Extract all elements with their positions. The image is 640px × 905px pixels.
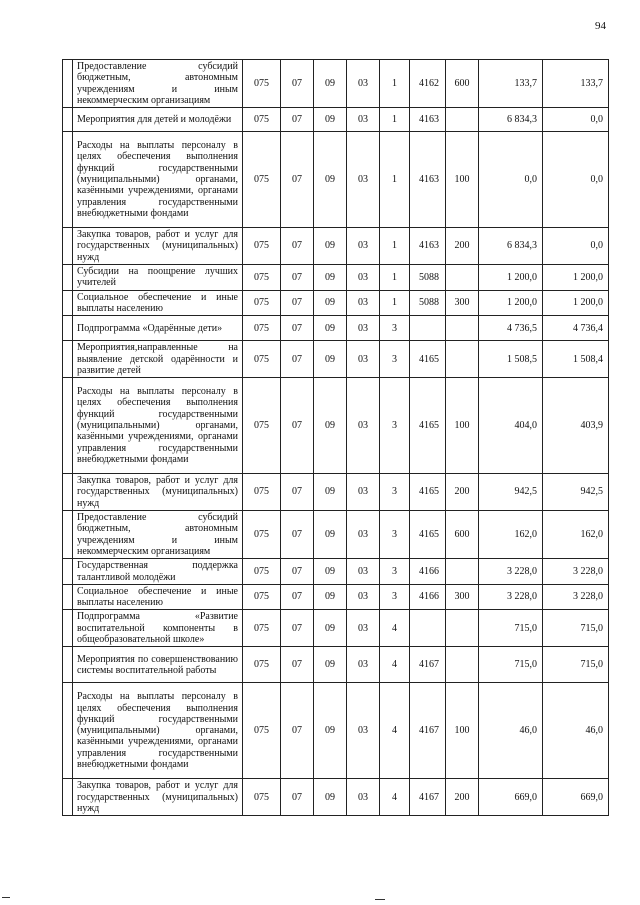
cell-margin (63, 610, 73, 647)
cell-expense-type: 300 (446, 290, 479, 316)
cell-margin (63, 228, 73, 265)
table-row (63, 60, 609, 108)
cell-subprogram: 4 (380, 683, 410, 779)
cell-target-code: 4163 (410, 108, 446, 132)
cell-sum-actual: 162,0 (543, 511, 609, 559)
cell-subprogram: 3 (380, 316, 410, 341)
cell-name: Социальное обеспечение и иные выплаты населению (73, 584, 243, 610)
cell-section: 07 (281, 559, 314, 585)
cell-target-code: 4167 (410, 779, 446, 816)
cell-ved: 075 (243, 584, 281, 610)
cell-section: 07 (281, 60, 314, 108)
cell-expense-type: 200 (446, 228, 479, 265)
cell-expense-type (446, 316, 479, 341)
table-body (63, 60, 609, 816)
cell-subprogram: 1 (380, 132, 410, 228)
cell-margin (63, 683, 73, 779)
cell-program: 03 (347, 584, 380, 610)
cell-program: 03 (347, 647, 380, 683)
cell-name: Закупка товаров, работ и услуг для государственных (муниципальных) нужд (73, 779, 243, 816)
cell-expense-type: 600 (446, 60, 479, 108)
cell-expense-type: 300 (446, 584, 479, 610)
cell-expense-type: 100 (446, 683, 479, 779)
cell-target-code: 5088 (410, 265, 446, 291)
cell-program: 03 (347, 265, 380, 291)
cell-sum-plan: 46,0 (479, 683, 543, 779)
cell-expense-type: 100 (446, 378, 479, 474)
cell-name: Государственная поддержка талантливой молодёжи (73, 559, 243, 585)
table-row (63, 559, 609, 585)
cell-sum-actual: 0,0 (543, 108, 609, 132)
cell-subsection: 09 (314, 108, 347, 132)
cell-program: 03 (347, 511, 380, 559)
cell-sum-actual: 715,0 (543, 610, 609, 647)
cell-subprogram: 3 (380, 584, 410, 610)
cell-name: Мероприятия для детей и молодёжи (73, 108, 243, 132)
cell-sum-actual: 1 200,0 (543, 265, 609, 291)
cell-target-code: 4165 (410, 378, 446, 474)
cell-name: Предоставление субсидий бюджетным, автономным учреждениям и иным некоммерческим организациям (73, 511, 243, 559)
cell-target-code: 4165 (410, 511, 446, 559)
cell-ved: 075 (243, 316, 281, 341)
cell-program: 03 (347, 683, 380, 779)
cell-target-code: 4166 (410, 559, 446, 585)
cell-expense-type (446, 610, 479, 647)
table-row (63, 265, 609, 291)
cell-program: 03 (347, 779, 380, 816)
cell-section: 07 (281, 228, 314, 265)
cell-sum-plan: 4 736,5 (479, 316, 543, 341)
cell-ved: 075 (243, 108, 281, 132)
cell-subsection: 09 (314, 559, 347, 585)
cell-sum-actual: 133,7 (543, 60, 609, 108)
cell-sum-actual: 3 228,0 (543, 584, 609, 610)
cell-program: 03 (347, 474, 380, 511)
cell-sum-plan: 1 508,5 (479, 341, 543, 378)
cell-sum-actual: 3 228,0 (543, 559, 609, 585)
cell-subsection: 09 (314, 683, 347, 779)
cell-program: 03 (347, 316, 380, 341)
cell-margin (63, 779, 73, 816)
cell-program: 03 (347, 341, 380, 378)
cell-ved: 075 (243, 60, 281, 108)
cell-sum-plan: 6 834,3 (479, 108, 543, 132)
cell-sum-actual: 4 736,4 (543, 316, 609, 341)
cell-subsection: 09 (314, 290, 347, 316)
cell-subsection: 09 (314, 132, 347, 228)
cell-margin (63, 378, 73, 474)
table-row (63, 132, 609, 228)
cell-subsection: 09 (314, 474, 347, 511)
cell-program: 03 (347, 378, 380, 474)
table-row (63, 683, 609, 779)
cell-subprogram: 1 (380, 228, 410, 265)
cell-program: 03 (347, 559, 380, 585)
cell-expense-type: 200 (446, 779, 479, 816)
cell-program: 03 (347, 60, 380, 108)
table-row (63, 316, 609, 341)
cell-subprogram: 3 (380, 474, 410, 511)
table-row (63, 647, 609, 683)
cell-ved: 075 (243, 290, 281, 316)
cell-expense-type (446, 559, 479, 585)
table-row (63, 108, 609, 132)
cell-sum-plan: 6 834,3 (479, 228, 543, 265)
cell-subprogram: 3 (380, 511, 410, 559)
cell-sum-actual: 46,0 (543, 683, 609, 779)
cell-target-code: 4163 (410, 132, 446, 228)
cell-margin (63, 290, 73, 316)
cell-sum-plan: 1 200,0 (479, 265, 543, 291)
cell-expense-type: 600 (446, 511, 479, 559)
cell-ved: 075 (243, 511, 281, 559)
cell-sum-plan: 1 200,0 (479, 290, 543, 316)
cell-ved: 075 (243, 265, 281, 291)
cell-target-code: 4167 (410, 647, 446, 683)
cell-target-code: 4167 (410, 683, 446, 779)
cell-ved: 075 (243, 228, 281, 265)
cell-subsection: 09 (314, 341, 347, 378)
cell-expense-type: 200 (446, 474, 479, 511)
cell-margin (63, 559, 73, 585)
cell-expense-type: 100 (446, 132, 479, 228)
cell-expense-type (446, 108, 479, 132)
cell-target-code: 4165 (410, 341, 446, 378)
cell-sum-actual: 669,0 (543, 779, 609, 816)
cell-ved: 075 (243, 474, 281, 511)
cell-ved: 075 (243, 378, 281, 474)
cell-sum-plan: 715,0 (479, 647, 543, 683)
cell-section: 07 (281, 474, 314, 511)
cell-subprogram: 4 (380, 779, 410, 816)
cell-sum-plan: 3 228,0 (479, 584, 543, 610)
cell-subprogram: 3 (380, 378, 410, 474)
table-row (63, 228, 609, 265)
budget-table (62, 59, 609, 816)
cell-target-code (410, 610, 446, 647)
cell-sum-actual: 942,5 (543, 474, 609, 511)
cell-target-code: 4163 (410, 228, 446, 265)
cell-margin (63, 584, 73, 610)
cell-sum-actual: 1 508,4 (543, 341, 609, 378)
cell-target-code: 4162 (410, 60, 446, 108)
cell-sum-plan: 3 228,0 (479, 559, 543, 585)
cell-section: 07 (281, 647, 314, 683)
cell-section: 07 (281, 108, 314, 132)
cell-section: 07 (281, 584, 314, 610)
cell-subsection: 09 (314, 316, 347, 341)
cell-subprogram: 4 (380, 610, 410, 647)
cell-section: 07 (281, 265, 314, 291)
table-row (63, 474, 609, 511)
cell-ved: 075 (243, 132, 281, 228)
scan-mark-center (375, 899, 385, 900)
cell-subsection: 09 (314, 378, 347, 474)
cell-name: Мероприятия по совершенствованию системы воспитательной работы (73, 647, 243, 683)
cell-expense-type (446, 647, 479, 683)
cell-name: Расходы на выплаты персоналу в целях обеспечения выполнения функций государственными (муниципальными) органами, казёнными учреждениями, органами управления государственными внебюджетными фондами (73, 132, 243, 228)
cell-section: 07 (281, 341, 314, 378)
cell-name: Социальное обеспечение и иные выплаты населению (73, 290, 243, 316)
cell-subprogram: 1 (380, 265, 410, 291)
cell-sum-actual: 715,0 (543, 647, 609, 683)
cell-ved: 075 (243, 559, 281, 585)
cell-sum-actual: 1 200,0 (543, 290, 609, 316)
cell-margin (63, 647, 73, 683)
cell-name: Подпрограмма «Одарённые дети» (73, 316, 243, 341)
scan-mark-left (2, 897, 10, 898)
cell-section: 07 (281, 511, 314, 559)
cell-sum-plan: 133,7 (479, 60, 543, 108)
cell-subprogram: 1 (380, 60, 410, 108)
table-row (63, 584, 609, 610)
cell-sum-plan: 404,0 (479, 378, 543, 474)
cell-name: Расходы на выплаты персоналу в целях обеспечения выполнения функций государственными (муниципальными) органами, казёнными учреждениями, органами управления государственными внебюджетными фондами (73, 683, 243, 779)
cell-target-code: 5088 (410, 290, 446, 316)
table-row (63, 610, 609, 647)
cell-section: 07 (281, 132, 314, 228)
cell-subsection: 09 (314, 779, 347, 816)
cell-ved: 075 (243, 683, 281, 779)
cell-margin (63, 60, 73, 108)
cell-subsection: 09 (314, 60, 347, 108)
cell-name: Расходы на выплаты персоналу в целях обеспечения выполнения функций государственными (муниципальными) органами, казёнными учреждениями, органами управления государственными внебюджетными фондами (73, 378, 243, 474)
cell-section: 07 (281, 610, 314, 647)
cell-program: 03 (347, 108, 380, 132)
cell-margin (63, 132, 73, 228)
cell-sum-actual: 0,0 (543, 132, 609, 228)
cell-margin (63, 316, 73, 341)
cell-ved: 075 (243, 647, 281, 683)
cell-subprogram: 3 (380, 559, 410, 585)
page-number: 94 (595, 20, 606, 32)
table-row (63, 341, 609, 378)
cell-program: 03 (347, 228, 380, 265)
cell-program: 03 (347, 610, 380, 647)
table-row (63, 378, 609, 474)
cell-subprogram: 1 (380, 108, 410, 132)
cell-subprogram: 3 (380, 341, 410, 378)
cell-subprogram: 1 (380, 290, 410, 316)
cell-margin (63, 511, 73, 559)
cell-sum-actual: 0,0 (543, 228, 609, 265)
cell-section: 07 (281, 316, 314, 341)
cell-name: Мероприятия,направленные на выявление детской одарённости и развитие детей (73, 341, 243, 378)
cell-subprogram: 4 (380, 647, 410, 683)
cell-subsection: 09 (314, 265, 347, 291)
cell-expense-type (446, 341, 479, 378)
cell-ved: 075 (243, 779, 281, 816)
cell-subsection: 09 (314, 610, 347, 647)
table-row (63, 290, 609, 316)
cell-ved: 075 (243, 610, 281, 647)
cell-target-code: 4166 (410, 584, 446, 610)
cell-name: Субсидии на поощрение лучших учителей (73, 265, 243, 291)
cell-subsection: 09 (314, 511, 347, 559)
cell-sum-plan: 942,5 (479, 474, 543, 511)
cell-sum-plan: 0,0 (479, 132, 543, 228)
cell-subsection: 09 (314, 647, 347, 683)
cell-sum-plan: 715,0 (479, 610, 543, 647)
cell-target-code: 4165 (410, 474, 446, 511)
cell-name: Закупка товаров, работ и услуг для государственных (муниципальных) нужд (73, 474, 243, 511)
cell-expense-type (446, 265, 479, 291)
table-row (63, 511, 609, 559)
cell-sum-plan: 669,0 (479, 779, 543, 816)
cell-margin (63, 108, 73, 132)
cell-ved: 075 (243, 341, 281, 378)
cell-name: Закупка товаров, работ и услуг для государственных (муниципальных) нужд (73, 228, 243, 265)
cell-name: Подпрограмма «Развитие воспитательной компоненты в общеобразовательной школе» (73, 610, 243, 647)
cell-section: 07 (281, 683, 314, 779)
cell-subsection: 09 (314, 228, 347, 265)
cell-margin (63, 341, 73, 378)
cell-program: 03 (347, 290, 380, 316)
cell-target-code (410, 316, 446, 341)
cell-sum-plan: 162,0 (479, 511, 543, 559)
cell-section: 07 (281, 290, 314, 316)
cell-section: 07 (281, 378, 314, 474)
cell-margin (63, 265, 73, 291)
cell-sum-actual: 403,9 (543, 378, 609, 474)
cell-margin (63, 474, 73, 511)
cell-section: 07 (281, 779, 314, 816)
table-row (63, 779, 609, 816)
cell-program: 03 (347, 132, 380, 228)
cell-subsection: 09 (314, 584, 347, 610)
cell-name: Предоставление субсидий бюджетным, автономным учреждениям и иным некоммерческим организациям (73, 60, 243, 108)
